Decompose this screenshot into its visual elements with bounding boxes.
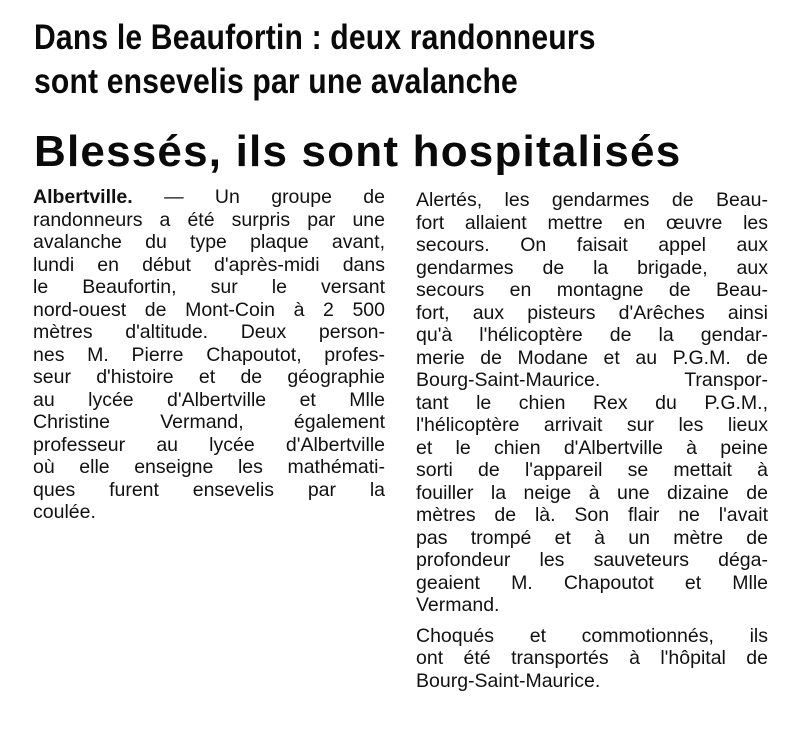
text-line: secours. On faisait appel aux <box>416 234 768 256</box>
text-line: secours en montagne de Beau- <box>416 279 768 301</box>
text-line: merie de Modane et au P.G.M. de <box>416 346 768 369</box>
text-line: Choqués et commotionnés, ils <box>416 624 768 647</box>
text-line: seur d'histoire et de géographie <box>33 366 385 388</box>
text-line: Vermand. <box>416 594 500 616</box>
paragraph-gap <box>416 617 768 625</box>
text-line: gendarmes de la brigade, aux <box>416 256 768 279</box>
text-line: pas trompé et à un mètre de <box>416 526 768 549</box>
text-line: fouiller la neige à une dizaine de <box>416 481 768 504</box>
text-line: coulée. <box>33 501 96 523</box>
kicker-line: Dans le Beaufortin : deux randonneurs <box>34 18 596 57</box>
text-line: où elle enseigne les mathémati- <box>33 456 385 478</box>
text-line: Alertés, les gendarmes de Beau- <box>416 189 768 211</box>
left-column <box>33 186 385 524</box>
text-line: sorti de l'appareil se mettait à <box>416 459 768 481</box>
dateline: Albertville. <box>33 186 133 208</box>
text-line <box>33 186 385 209</box>
text-line: qu'à l'hélicoptère de la gendar- <box>416 324 768 346</box>
text-line-rest: — Un groupe de <box>132 186 385 208</box>
text-line: Bourg-Saint-Maurice. <box>416 669 601 692</box>
text-line: tant le chien Rex du P.G.M., <box>416 391 768 414</box>
text-line: Christine Vermand, également <box>33 411 385 433</box>
article-kicker <box>34 16 636 104</box>
article-headline: Blessés, ils sont hospitalisés <box>34 127 682 176</box>
text-line: nord-ouest de Mont-Coin à 2 500 <box>33 298 385 321</box>
text-line: ques furent ensevelis par la <box>33 478 385 501</box>
text-line: le Beaufortin, sur le versant <box>33 276 385 298</box>
text-line: mètres d'altitude. Deux person- <box>33 321 385 343</box>
text-line: avalanche du type plaque avant, <box>33 231 385 253</box>
text-line: randonneurs a été surpris par une <box>33 208 385 231</box>
text-line: et le chien d'Albertville à peine <box>416 436 768 459</box>
text-line: professeur au lycée d'Albertville <box>33 433 385 456</box>
text-line: fort, aux pisteurs d'Arêches ainsi <box>416 301 768 324</box>
kicker-line: sont ensevelis par une avalanche <box>34 62 518 101</box>
text-line: au lycée d'Albertville et Mlle <box>33 388 385 411</box>
text-line: profondeur les sauveteurs déga- <box>416 549 768 571</box>
text-line: Bourg-Saint-Maurice. Transpor- <box>416 369 768 391</box>
text-line: ont été transportés à l'hôpital de <box>416 647 768 669</box>
text-line: geaient M. Chapoutot et Mlle <box>416 571 768 594</box>
text-line: lundi en début d'après-midi dans <box>33 253 385 276</box>
text-line: fort allaient mettre en œuvre les <box>416 211 768 234</box>
right-column <box>416 189 768 692</box>
text-line: l'hélicoptère arrivait sur les lieux <box>416 414 768 436</box>
text-line: nes M. Pierre Chapoutot, profes- <box>33 343 385 366</box>
text-line: mètres de là. Son flair ne l'avait <box>416 504 768 526</box>
